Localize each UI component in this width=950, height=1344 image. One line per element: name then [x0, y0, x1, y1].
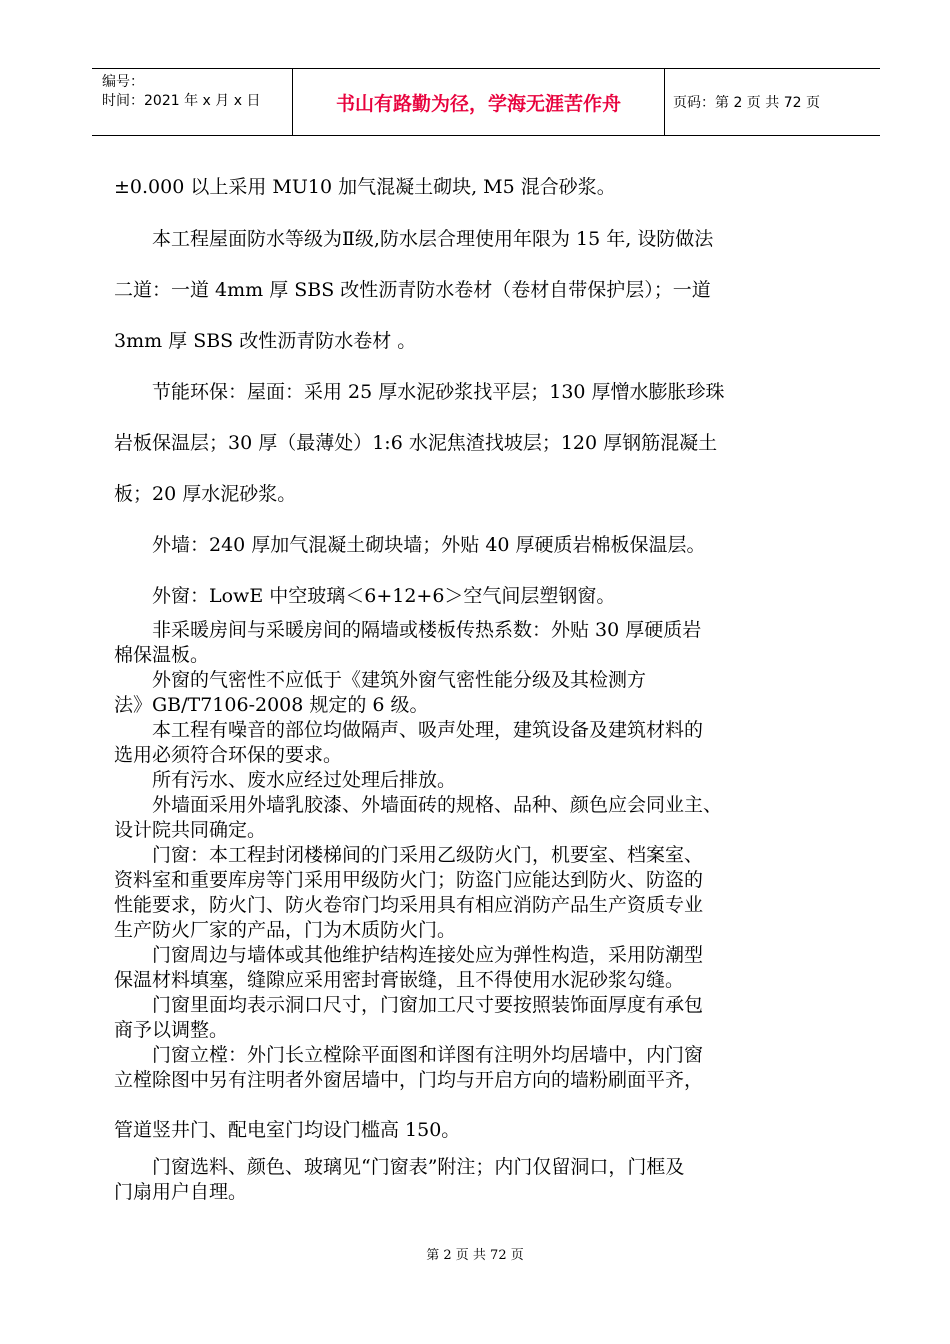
header-page-info: 页码：第 2 页 共 72 页 — [673, 95, 820, 111]
paragraph-line: 资料室和重要库房等门采用甲级防火门；防盗门应能达到防火、防盗的 — [114, 869, 704, 891]
paragraph — [114, 943, 860, 993]
paragraph-line: 岩板保温层；30 厚（最薄处）1:6 水泥焦渣找坡层；120 厚钢筋混凝土 — [114, 432, 718, 454]
paragraph-line: 棉保温板。 — [114, 644, 210, 666]
paragraph-line: 门扇用户自理。 — [114, 1181, 248, 1203]
paragraph-line: 外墙面采用外墙乳胶漆、外墙面砖的规格、品种、颜色应会同业主、 — [114, 794, 723, 816]
paragraph — [114, 843, 860, 943]
paragraph — [114, 668, 860, 718]
paragraph — [114, 768, 860, 793]
paragraph — [114, 581, 860, 611]
paragraph-line: 保温材料填塞，缝隙应采用密封膏嵌缝，且不得使用水泥砂浆勾缝。 — [114, 969, 685, 991]
header-motto: 书山有路勤为径，学海无涯苦作舟 — [293, 69, 665, 135]
paragraph — [114, 530, 860, 560]
paragraph — [114, 718, 860, 768]
paragraph-line: ±0.000 以上采用 MU10 加气混凝土砌块, M5 混合砂浆。 — [114, 176, 616, 198]
paragraph — [114, 172, 860, 202]
paragraph-line: 商予以调整。 — [114, 1019, 229, 1041]
paragraph-line: 非采暖房间与采暖房间的隔墙或楼板传热系数：外贴 30 厚硬质岩 — [114, 619, 702, 641]
paragraph-line: 节能环保：屋面：采用 25 厚水泥砂浆找平层；130 厚憎水膨胀珍珠 — [114, 381, 725, 403]
paragraph-line: 设计院共同确定。 — [114, 819, 267, 841]
paragraph-line: 板；20 厚水泥砂浆。 — [114, 483, 297, 505]
paragraph-line: 选用必须符合环保的要求。 — [114, 744, 343, 766]
paragraph-line: 管道竖井门、配电室门均设门槛高 150。 — [114, 1119, 461, 1141]
time-label: 时间：2021 年 x 月 x 日 — [102, 93, 261, 109]
paragraph — [114, 377, 860, 407]
paragraph-line: 本工程有噪音的部位均做隔声、吸声处理，建筑设备及建筑材料的 — [114, 719, 704, 741]
paragraph-line: 立樘除图中另有注明者外窗居墙中，门均与开启方向的墙粉刷面平齐， — [114, 1069, 704, 1091]
paragraph-line: 门窗选料、颜色、玻璃见“门窗表”附注；内门仅留洞口，门框及 — [114, 1156, 685, 1178]
paragraph — [114, 1043, 860, 1093]
paragraph-line: 生产防火厂家的产品，门为木质防火门。 — [114, 919, 457, 941]
paragraph-line: 本工程屋面防水等级为Ⅱ级,防水层合理使用年限为 15 年, 设防做法 — [114, 228, 714, 250]
number-label: 编号： — [102, 74, 144, 90]
paragraph — [114, 1155, 860, 1205]
paragraph-line: 门窗周边与墙体或其他维护结构连接处应为弹性构造，采用防潮型 — [114, 944, 704, 966]
page-footer: 第 2 页 共 72 页 — [426, 1248, 524, 1263]
paragraph-line: 二道：一道 4mm 厚 SBS 改性沥青防水卷材（卷材自带保护层）；一道 — [114, 279, 711, 301]
paragraph-line: 外窗的气密性不应低于《建筑外窗气密性能分级及其检测方 — [114, 669, 647, 691]
paragraph-line: 性能要求，防火门、防火卷帘门均采用具有相应消防产品生产资质专业 — [114, 894, 704, 916]
paragraph — [114, 993, 860, 1043]
paragraph — [114, 224, 860, 254]
paragraph-line: 3mm 厚 SBS 改性沥青防水卷材 。 — [114, 330, 417, 352]
paragraph — [114, 479, 860, 509]
paragraph-line: 门窗里面均表示洞口尺寸，门窗加工尺寸要按照装饰面厚度有承包 — [114, 994, 704, 1016]
header-meta — [92, 69, 293, 135]
paragraph — [114, 428, 860, 458]
paragraph-line: 门窗立樘：外门长立樘除平面图和详图有注明外均居墙中，内门窗 — [114, 1044, 704, 1066]
paragraph — [114, 326, 860, 356]
paragraph-line: 法》GB/T7106-2008 规定的 6 级。 — [114, 694, 429, 716]
paragraph — [114, 793, 860, 843]
document-header — [92, 68, 880, 136]
paragraph — [114, 1115, 860, 1145]
paragraph — [114, 618, 860, 668]
paragraph — [114, 275, 860, 305]
paragraph-line: 外墙：240 厚加气混凝土砌块墙；外贴 40 厚硬质岩棉板保温层。 — [114, 534, 706, 556]
paragraph-line: 门窗：本工程封闭楼梯间的门采用乙级防火门，机要室、档案室、 — [114, 844, 704, 866]
paragraph-line: 外窗：LowE 中空玻璃＜6+12+6＞空气间层塑钢窗。 — [114, 585, 616, 607]
paragraph-line: 所有污水、废水应经过处理后排放。 — [114, 769, 457, 791]
